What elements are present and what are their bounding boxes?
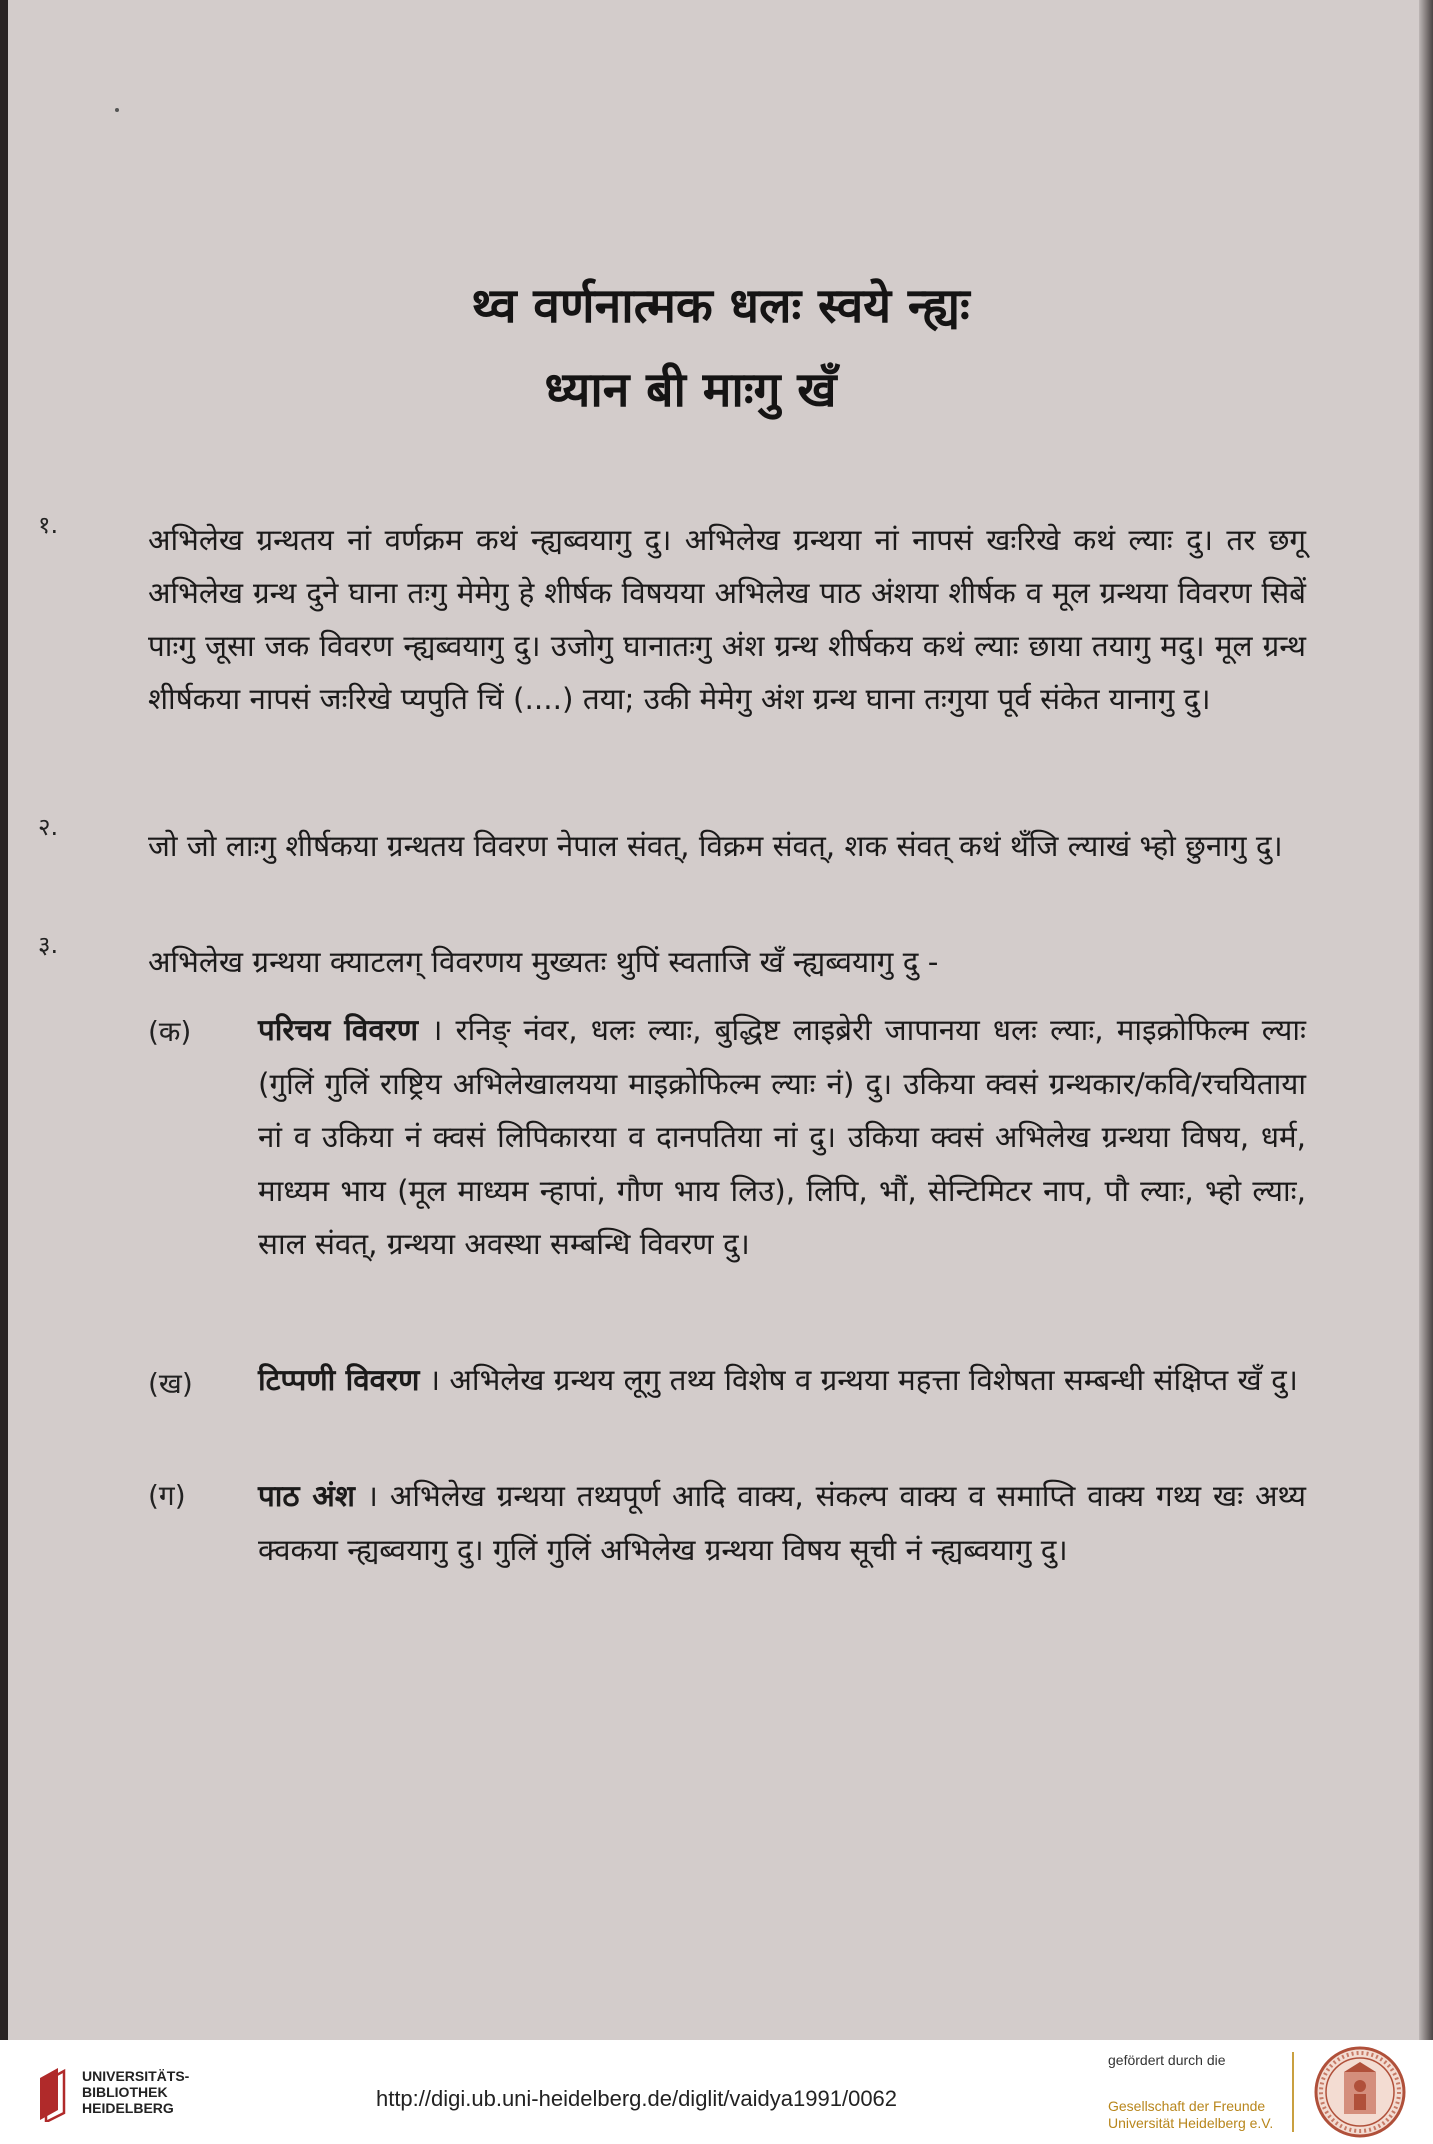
- subitem-paragraph-ga: [258, 1470, 1306, 1577]
- subitem-label-ka: (क): [148, 1015, 192, 1048]
- university-seal-icon[interactable]: [1314, 2046, 1406, 2138]
- item-number-2: २.: [38, 813, 59, 841]
- subitem-label-ga: (ग): [148, 1479, 186, 1512]
- sponsor-name[interactable]: Gesellschaft der Freunde Universität Heidelberg e.V.: [1108, 2098, 1274, 2131]
- footer-bar: [0, 2040, 1433, 2144]
- library-name[interactable]: UNIVERSITÄTS- BIBLIOTHEK HEIDELBERG: [82, 2068, 190, 2116]
- subitem-body-ga: । अभिलेख ग्रन्थया तथ्यपूर्ण आदि वाक्य, संकल्प वाक्य व समाप्ति वाक्य गथ्य खः अथ्य क्वकया न्ह्यब्वयागु दु। गुलिं गुलिं अभिलेख ग्रन्थया विषय सूची नं न्ह्यब्वयागु दु।: [258, 1479, 1306, 1567]
- page-title: थ्व वर्णनात्मक धलः स्वये न्ह्यः: [471, 278, 970, 334]
- item-number-3: ३.: [38, 931, 59, 959]
- subitem-paragraph-kha: [258, 1354, 1306, 1408]
- subitem-heading-kha: टिप्पणी विवरण: [258, 1363, 420, 1397]
- subitem-body-ka: । रनिङ् नंवर, धलः ल्याः, बुद्धिष्ट लाइब्रेरी जापानया धलः ल्याः, माइक्रोफिल्म ल्याः (गुलिं गुलिं राष्ट्रिय अभिलेखालयया माइक्रोफिल्म ल्याः नं) दु। उकिया क्वसं ग्रन्थकार/कवि/रचयिताया नां व उकिया नं क्वसं लिपिकारया व दानपतिया नां दु। उकिया क्वसं अभिलेख ग्रन्थया विषय, धर्म, माध्यम भाय (मूल माध्यम न्हापां, गौण भाय लिउ), लिपि, भौं, सेन्टिमिटर नाप, पौ ल्याः, भ्हो ल्याः, साल संवत्, ग्रन्थया अवस्था सम्बन्धि विवरण दु।: [258, 1013, 1306, 1261]
- footer-divider: [1292, 2052, 1294, 2132]
- speck-mark: [115, 108, 119, 112]
- sponsor-intro: gefördert durch die: [1108, 2052, 1226, 2068]
- item-paragraph-2: जो जो लाःगु शीर्षकया ग्रन्थतय विवरण नेपाल संवत्, विक्रम संवत्, शक संवत् कथं थँजि ल्याखं भ्हो छुनागु दु।: [148, 829, 1283, 863]
- page-url-link[interactable]: http://digi.ub.uni-heidelberg.de/diglit/vaidya1991/0062: [375, 2086, 898, 2111]
- item-paragraph-3: अभिलेख ग्रन्थया क्याटलग् विवरणय मुख्यतः थुपिं स्वताजि खँ न्ह्यब्वयागु दु -: [148, 945, 939, 979]
- subitem-heading-ga: पाठ अंश: [258, 1479, 355, 1513]
- subitem-body-kha: । अभिलेख ग्रन्थय लूगु तथ्य विशेष व ग्रन्थया महत्ता विशेषता सम्बन्धी संक्षिप्त खँ दु।: [428, 1363, 1298, 1397]
- item-number-1: १.: [38, 511, 59, 539]
- page-subtitle: ध्यान बी माःगु खँ: [544, 362, 837, 418]
- subitem-label-kha: (ख): [148, 1367, 193, 1400]
- item-paragraph-1: अभिलेख ग्रन्थतय नां वर्णक्रम कथं न्ह्यब्वयागु दु। अभिलेख ग्रन्थया नां नापसं खःरिखे कथं ल्याः दु। तर छगू अभिलेख ग्रन्थ दुने घाना तःगु मेमेगु हे शीर्षक विषयया अभिलेख पाठ अंशया शीर्षक व मूल ग्रन्थया विवरण सिबें पाःगु जूसा जक विवरण न्ह्यब्वयागु दु। उजोगु घानातःगु अंश ग्रन्थ शीर्षकय कथं ल्याः छाया तयागु मदु। मूल ग्रन्थ शीर्षकया नापसं जःरिखे प्यपुति चिं (....) तया; उकी मेमेगु अंश ग्रन्थ घाना तःगुया पूर्व संकेत यानागु दु।: [148, 523, 1306, 716]
- document-page: [8, 0, 1433, 2040]
- subitem-paragraph-ka: [258, 1004, 1306, 1272]
- subitem-heading-ka: परिचय विवरण: [258, 1013, 419, 1047]
